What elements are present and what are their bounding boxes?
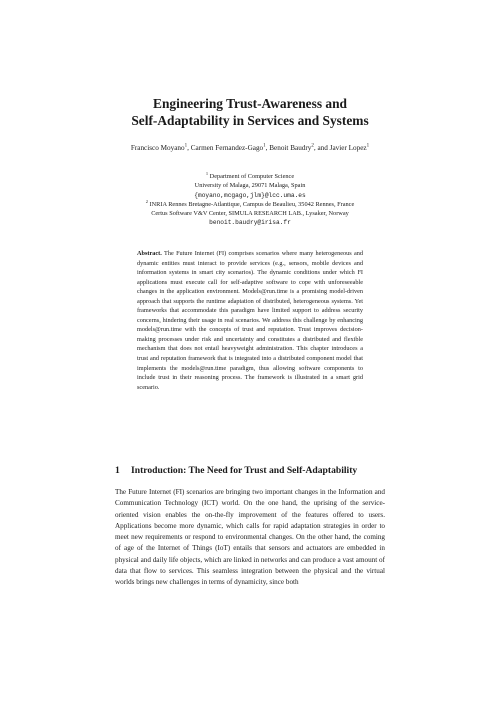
paper-title — [0, 95, 500, 129]
affiliation-1-email: {moyano,mcgago,jlm}@lcc.uma.es — [194, 191, 306, 199]
affiliation-mark: 2 — [145, 198, 148, 204]
affiliation-1-line-1 — [0, 172, 500, 181]
author-name: Benoit Baudry — [269, 144, 312, 152]
section-title: Introduction: The Need for Trust and Self-Adaptability — [131, 465, 358, 476]
abstract-text: The Future Internet (FI) comprises scenarios where many heterogeneous and dynamic entities must interact to provide services (e.g., sensors, mobile devices and information systems in smart city scenarios). The dynamic conditions under which FI applications must execute call for self-adaptive software to cope with unforeseeable changes in the application environment. Models@run.time is a promising model-driven approach that supports the runtime adaptation of distributed, heterogeneous systems. Yet frameworks that accommodate this paradigm have limited support to address security concerns, hindering their usage in real scenarios. We address this challenge by enhancing models@run.time with the concepts of trust and reputation. Trust improves decision-making processes under risk and uncertainty and constitutes a distributed and flexible mechanism that does not entail heavyweight administration. This chapter introduces a trust and reputation framework that is integrated into a distributed component model that implements the models@run.time paradigm, thus allowing software components to include trust in their reasoning process. The framework is illustrated in a smart grid scenario. — [137, 250, 364, 391]
affiliations — [0, 172, 500, 228]
author-name: Javier Lopez — [329, 144, 367, 152]
body-paragraph: The Future Internet (FI) scenarios are bringing two important changes in the Information and Communication Technology (ICT) world. On the one hand, the uprising of the service-oriented vision enables the on-the-fly improvement of the features offered to users. Applications become more dynamic, which calls for rapid adaptation strategies in order to meet new requirements or respond to environmental changes. On the other hand, the coming of age of the Internet of Things (IoT) entails that sensors and actuators are embedded in physical and daily life objects, which are linked in networks and can produce a vast amount of data that flow to services. This seamless integration between the physical and the virtual worlds brings new challenges in terms of dynamicity, since both — [115, 488, 385, 587]
author-name: Carmen Fernandez-Gago — [190, 144, 264, 152]
section-heading — [115, 465, 357, 477]
affiliation-text: INRIA Rennes Bretagne-Atlantique, Campus de Beaulieu, 35042 Rennes, France — [149, 200, 355, 208]
author-list: Francisco Moyano$^1$, Carmen Fernandez-Gago$^1$, Benoit Baudry$^2$, and Javier Lopez$^1$ — [130, 143, 370, 152]
title-line-1: Engineering Trust-Awareness and — [153, 96, 347, 111]
author-affil-mark: 1 — [366, 143, 370, 149]
author-affil-mark: 1 — [184, 143, 188, 149]
author-affil-mark: 2 — [311, 143, 314, 149]
affiliation-1-line-2: University of Malaga, 29071 Malaga, Spain — [194, 182, 306, 190]
title-line-2: Self-Adaptability in Services and Systems — [131, 113, 369, 128]
affiliation-mark: 1 — [205, 170, 209, 176]
affiliation-2-line-1 — [0, 200, 500, 209]
author-name: Francisco Moyano — [130, 144, 185, 152]
abstract-label: Abstract. — [137, 250, 162, 257]
abstract — [137, 249, 363, 392]
affiliation-2-line-2: Certus Software V&V Center, SIMULA RESEARCH LAB., Lysaker, Norway — [151, 210, 349, 218]
affiliation-2-email: benoit.baudry@irisa.fr — [209, 219, 291, 227]
affiliation-text: Department of Computer Science — [209, 173, 295, 180]
author-affil-mark: 1 — [263, 143, 266, 149]
section-number: 1 — [115, 465, 120, 476]
